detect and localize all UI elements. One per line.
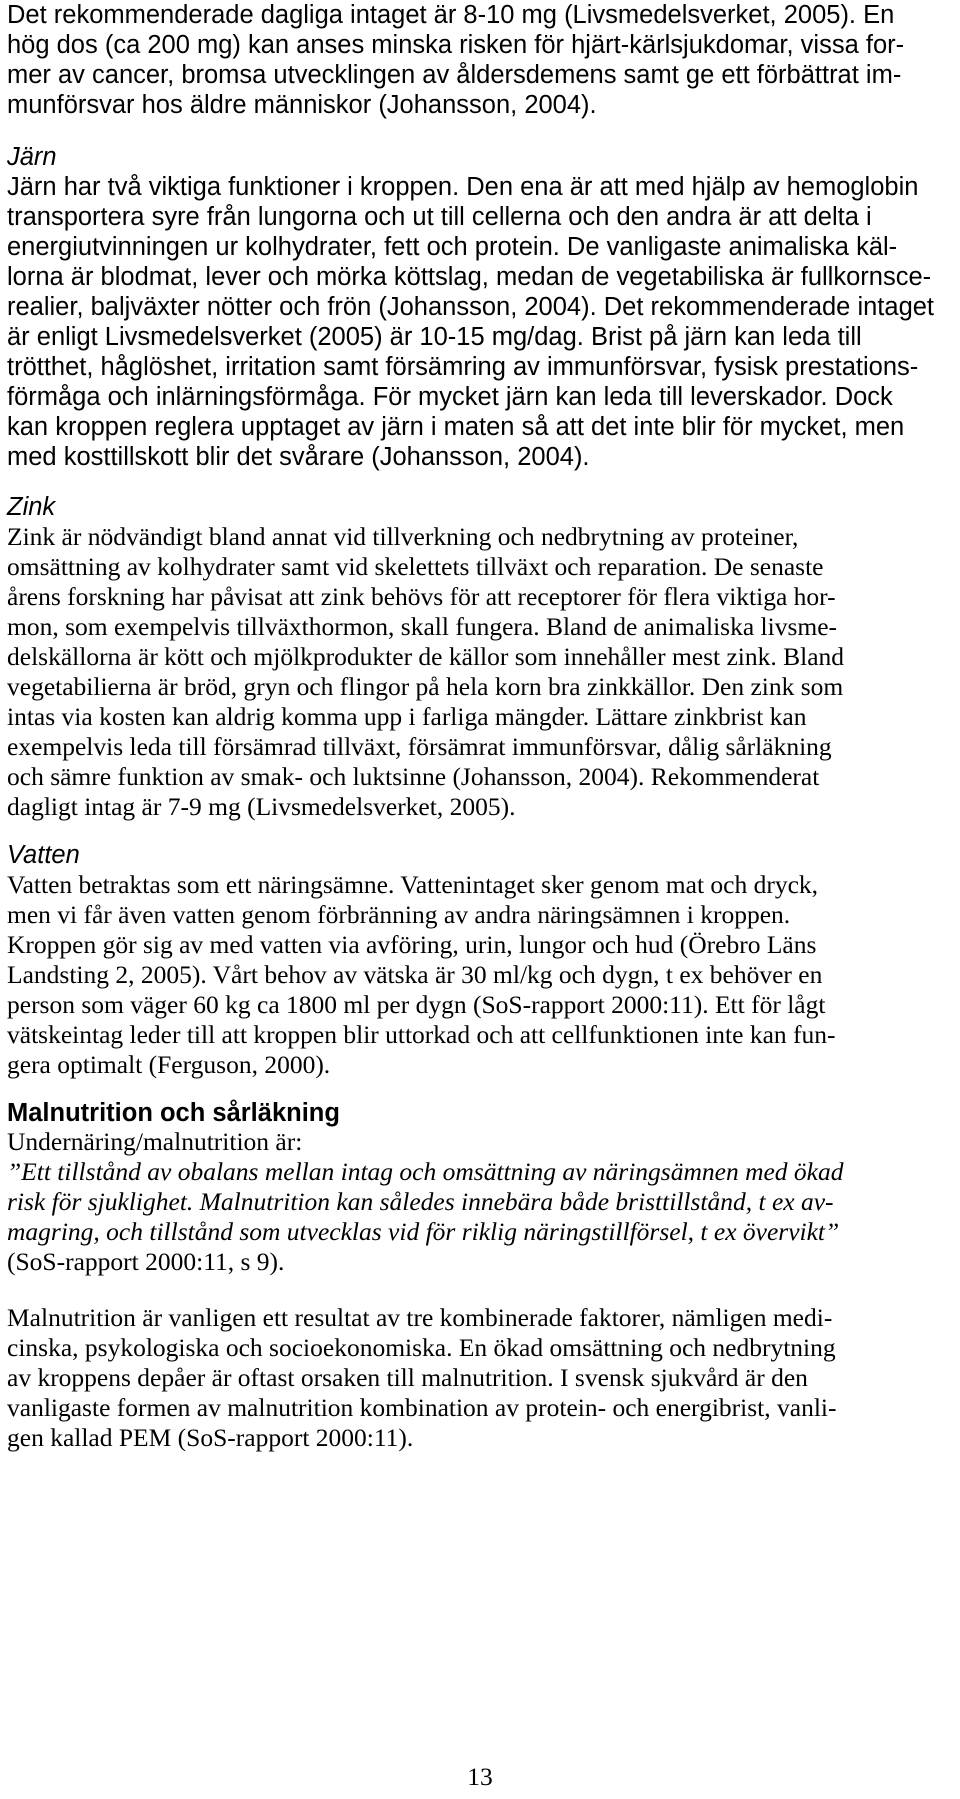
text-line: mer av cancer, bromsa utvecklingen av åldersdemens samt ge ett förbättrat im- (7, 61, 902, 89)
quote-line: ”Ett tillstånd av obalans mellan intag och omsättning av näringsämnen med ökad (7, 1157, 844, 1186)
quote-line: magring, och tillstånd som utvecklas vid för riklig näringstillförsel, t ex övervikt” (7, 1217, 840, 1246)
page-number: 13 (467, 1762, 493, 1791)
text-line: vätskeintag leder till att kroppen blir uttorkad och att cellfunktionen inte kan fun- (7, 1020, 836, 1049)
text-line: Det rekommenderade dagliga intaget är 8-10 mg (Livsmedelsverket, 2005). En (7, 1, 895, 29)
text-line: gera optimalt (Ferguson, 2000). (7, 1050, 331, 1079)
definition-label: Undernäring/malnutrition är: (7, 1127, 303, 1156)
section-heading-zink: Zink (7, 493, 56, 521)
text-line: mon, som exempelvis tillväxthormon, skall fungera. Bland de animaliska livsme- (7, 612, 838, 641)
text-line: är enligt Livsmedelsverket (2005) är 10-15 mg/dag. Brist på järn kan leda till (7, 323, 862, 351)
text-line: Järn har två viktiga funktioner i kroppen. Den ena är att med hjälp av hemoglobin (7, 173, 919, 201)
section-heading-jarn: Järn (7, 143, 57, 171)
text-line: munförsvar hos äldre människor (Johansson, 2004). (7, 91, 597, 119)
text-line: Vatten betraktas som ett näringsämne. Vattenintaget sker genom mat och dryck, (7, 870, 819, 899)
text-line: men vi får även vatten genom förbränning av andra näringsämnen i kroppen. (7, 900, 791, 929)
text-line: lorna är blodmat, lever och mörka köttslag, medan de vegetabiliska är fullkornsce- (7, 263, 932, 291)
section-heading-malnutrition: Malnutrition och sårläkning (7, 1099, 340, 1127)
text-line: förmåga och inlärningsförmåga. För mycket järn kan leda till leverskador. Dock (7, 383, 893, 411)
text-line: hög dos (ca 200 mg) kan anses minska risken för hjärt-kärlsjukdomar, vissa for- (7, 31, 905, 59)
text-line: kan kroppen reglera upptaget av järn i maten så att det inte blir för mycket, men (7, 413, 905, 441)
text-line: dagligt intag är 7-9 mg (Livsmedelsverket, 2005). (7, 792, 516, 821)
text-line: intas via kosten kan aldrig komma upp i farliga mängder. Lättare zinkbrist kan (7, 702, 807, 731)
text-line: delskällorna är kött och mjölkprodukter de källor som innehåller mest zink. Bland (7, 642, 845, 671)
text-line: cinska, psykologiska och socioekonomiska. En ökad omsättning och nedbrytning (7, 1333, 836, 1362)
text-line: av kroppens depåer är oftast orsaken till malnutrition. I svensk sjukvård är den (7, 1363, 808, 1392)
text-line: realier, baljväxter nötter och frön (Johansson, 2004). Det rekommenderade intaget (7, 293, 935, 321)
text-line: med kosttillskott blir det svårare (Johansson, 2004). (7, 443, 590, 471)
quote-source: (SoS-rapport 2000:11, s 9). (7, 1247, 285, 1276)
text-line: trötthet, håglöshet, irritation samt försämring av immunförsvar, fysisk prestations- (7, 353, 919, 381)
text-line: exempelvis leda till försämrad tillväxt, försämrat immunförsvar, dålig sårläkning (7, 732, 832, 761)
text-line: energiutvinningen ur kolhydrater, fett och protein. De vanligaste animaliska käl- (7, 233, 898, 261)
text-line: Kroppen gör sig av med vatten via avföring, urin, lungor och hud (Örebro Läns (7, 930, 817, 959)
text-line: gen kallad PEM (SoS-rapport 2000:11). (7, 1423, 414, 1452)
section-heading-vatten: Vatten (7, 841, 80, 869)
text-line: person som väger 60 kg ca 1800 ml per dygn (SoS-rapport 2000:11). Ett för lågt (7, 990, 826, 1019)
text-line: vanligaste formen av malnutrition kombination av protein- och energibrist, vanli- (7, 1393, 837, 1422)
text-line: omsättning av kolhydrater samt vid skelettets tillväxt och reparation. De senaste (7, 552, 824, 581)
text-line: Zink är nödvändigt bland annat vid tillverkning och nedbrytning av proteiner, (7, 522, 799, 551)
text-line: Landsting 2, 2005). Vårt behov av vätska är 30 ml/kg och dygn, t ex behöver en (7, 960, 823, 989)
text-line: och sämre funktion av smak- och luktsinne (Johansson, 2004). Rekommenderat (7, 762, 820, 791)
quote-line: risk för sjuklighet. Malnutrition kan således innebära både bristtillstånd, t ex av- (7, 1187, 834, 1216)
text-line: årens forskning har påvisat att zink behövs för att receptorer för flera viktiga hor- (7, 582, 836, 611)
text-line: vegetabilierna är bröd, gryn och flingor på hela korn bra zinkkällor. Den zink som (7, 672, 844, 701)
text-line: Malnutrition är vanligen ett resultat av tre kombinerade faktorer, nämligen medi- (7, 1303, 833, 1332)
text-line: transportera syre från lungorna och ut till cellerna och den andra är att delta i (7, 203, 872, 231)
